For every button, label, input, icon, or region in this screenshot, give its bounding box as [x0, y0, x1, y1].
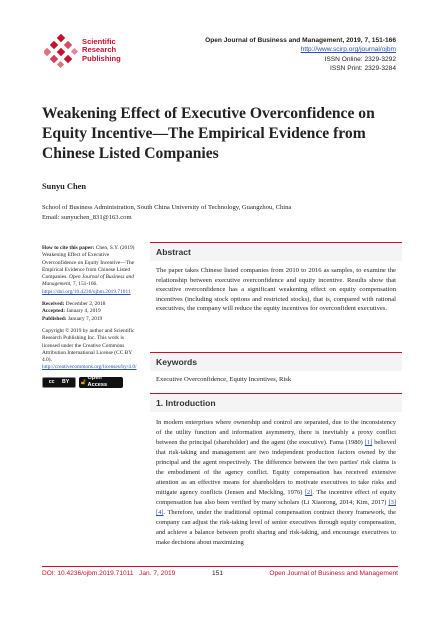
reference-link[interactable]: [4] — [156, 509, 164, 517]
article-author: Sunyu Chen — [42, 182, 86, 191]
keywords-text: Executive Overconfidence, Equity Incentives, Risk — [156, 376, 292, 383]
abstract-heading: Abstract — [150, 242, 402, 261]
page-number: 151 — [212, 570, 224, 577]
issn-print: ISSN Print: 2329-3284 — [330, 64, 396, 72]
citation-text: Chen, S.Y. (2019) Weakening Effect of Executive Overconfidence on Equity Incentive—The Empirical Evidence from Chinese Listed Companies. — [42, 245, 135, 281]
introduction-heading: 1. Introduction — [150, 393, 402, 412]
cc-icon: cc — [48, 378, 55, 385]
intro-text-part: . The incentive effect of equity compensation has also been verified by many scholars (Li Xiaorong, 2014; Kim, 2017) — [156, 489, 396, 507]
reference-link[interactable]: [2] — [304, 489, 313, 497]
publisher-line: Scientific — [82, 37, 116, 46]
intro-text-part: In modern enterprises where ownership and control are separated, due to the inconsistency of the utility function and information asymmetry, there is inevitably a proxy conflict between the principal (shareholder) and the agent (the executive). Fama (1980) — [156, 418, 396, 446]
citation-volume: , 7, 151-166. — [70, 281, 98, 288]
citation-doi-link[interactable]: https://doi.org/10.4236/ojbm.2019.71011 — [42, 288, 131, 295]
accepted-label: Accepted: — [42, 308, 66, 315]
footer-doi: DOI: 10.4236/ojbm.2019.71011 — [42, 570, 134, 577]
footer-date: Jan. 7, 2019 — [139, 570, 176, 577]
introduction-text — [150, 412, 402, 553]
publisher-line: Research — [82, 45, 117, 55]
license-link[interactable]: http://creativecommons.org/licenses/by/4.0/ — [42, 364, 137, 371]
article-sidebar — [42, 245, 140, 388]
journal-citation: Open Journal of Business and Management, 2019, 7, 151-166 — [205, 37, 396, 44]
author-affiliation — [42, 203, 291, 222]
received-label: Received: — [42, 301, 65, 308]
author-email — [42, 213, 291, 223]
dates-block — [42, 301, 140, 323]
copyright-block — [42, 328, 140, 372]
citation-label: How to cite this paper: — [42, 245, 95, 251]
open-access-label: Open Access — [87, 374, 108, 389]
footer-doi-date — [42, 570, 175, 577]
affiliation-text: School of Business Administration, South China University of Technology, Guangzhou, China — [42, 204, 292, 211]
open-lock-icon: 🔓︎ — [81, 378, 86, 386]
scirp-logo-icon — [44, 34, 78, 68]
publisher-line: Publishing — [82, 53, 121, 63]
keywords-heading: Keywords — [150, 352, 402, 371]
footer-divider — [42, 566, 398, 567]
intro-text-part: believed that risk-taking and management are two independent production factors owned by the principal and the agent respectively. The difference between the two parties' risk claims is the embodiment of the agency conflict. Equity compensation has received extensive attention as an effective means for shareholders to motivate executives to take risks and mitigate agency conflicts (Jensen and Meckling, 1976) — [156, 438, 397, 497]
issn-online: ISSN Online: 2329-3292 — [324, 55, 396, 63]
journal-meta — [205, 36, 396, 73]
abstract-text: The paper takes Chinese listed companies from 2010 to 2016 as samples, to examine the relationship between executive overconfidence and equity incentive. Results show that executive overconfidence has a significant weakening effect on equity compensation incentives (including stock options and restricted stocks), that is, compared with rational executives, the company will reduce the equity incentives for overconfident executives. — [156, 267, 396, 313]
open-access-badge[interactable] — [79, 374, 123, 389]
main-column — [150, 242, 402, 552]
citation-block — [42, 245, 140, 296]
reference-link[interactable]: [1] — [364, 438, 373, 446]
published-label: Published: — [42, 315, 67, 322]
intro-text-part: . Therefore, under the traditional optimal compensation contract theory framework, the company can adjust the risk-taking level of senior executives through equity compensation, and achieve a balance between profit sharing and risk-taking, and encourage executives to make decisions about maximizing — [156, 509, 396, 547]
received-date: December 2, 2018 — [64, 301, 106, 308]
journal-url-link[interactable]: http://www.scirp.org/journal/ojbm — [300, 46, 396, 54]
by-icon: BY — [62, 378, 70, 385]
license-badges — [42, 374, 140, 389]
article-title: Weakening Effect of Executive Overconfidence on Equity Incentive—The Empirical Evidence from Chinese Listed Companies — [42, 105, 375, 163]
email-label: Email: — [42, 213, 62, 221]
copyright-text: Copyright © 2019 by author and Scientific Research Publishing Inc. This work is licensed under the Creative Commons Attribution International License (CC BY 4.0). — [42, 327, 135, 364]
published-date: January 7, 2019 — [66, 315, 103, 322]
publisher-name — [82, 38, 121, 63]
accepted-date: January 4, 2019 — [65, 308, 101, 315]
cc-by-badge[interactable] — [42, 377, 76, 388]
footer-journal: Open Journal of Business and Management — [269, 570, 398, 577]
reference-link[interactable]: [3] — [388, 499, 396, 507]
email-address[interactable]: sunyuchen_831@163.com — [61, 213, 132, 221]
citation-journal: Open Journal of Business and Management — [42, 274, 134, 288]
